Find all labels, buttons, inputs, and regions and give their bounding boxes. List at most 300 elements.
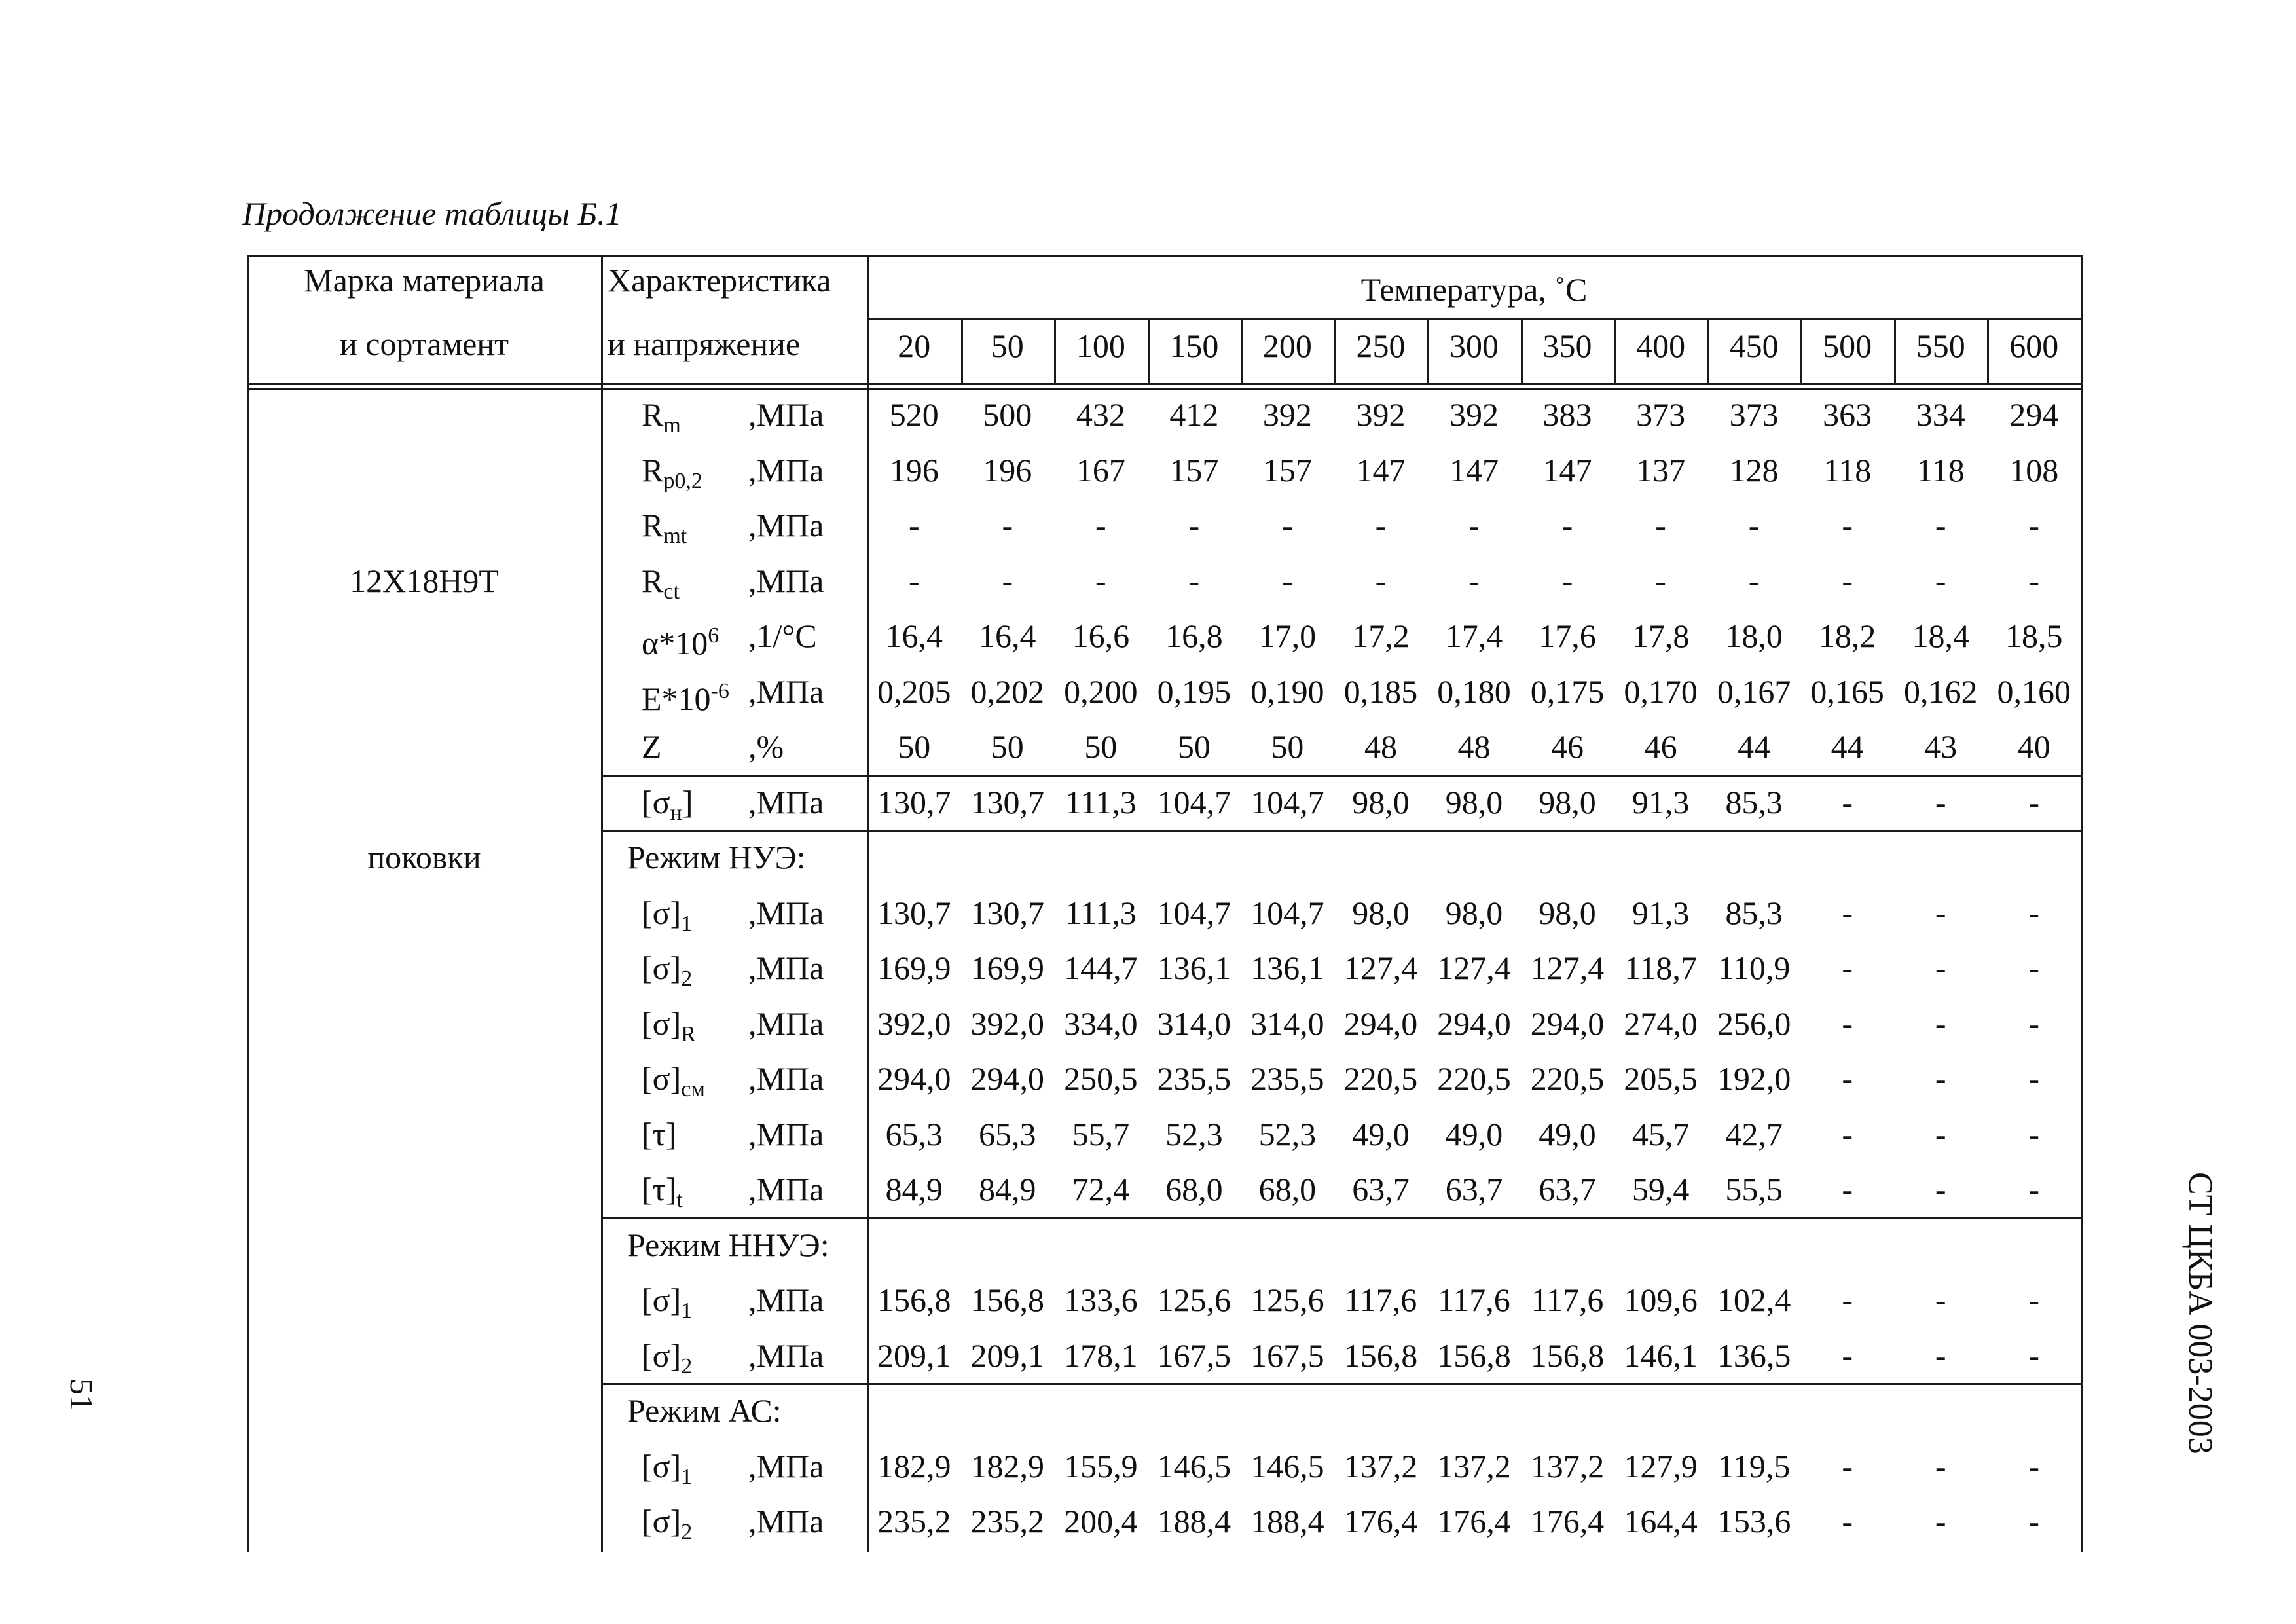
table-cell: 50 [898, 728, 931, 765]
table-cell: 392 [1356, 396, 1406, 433]
table-cell: 63,7 [1445, 1171, 1503, 1208]
symbol-text: R [642, 451, 664, 489]
unit-label: ,МПа [748, 950, 824, 986]
table-cell: 176,4 [1530, 1503, 1605, 1540]
table-cell: 44 [1831, 728, 1864, 765]
temperature-value: 600 [2009, 327, 2059, 364]
table-cell: 156,8 [877, 1282, 951, 1318]
table-cell: 98,0 [1352, 783, 1410, 821]
table-cell: 137,2 [1343, 1447, 1418, 1485]
table-cell: 146,5 [1157, 1447, 1231, 1485]
table-cell: 176,4 [1343, 1503, 1418, 1540]
table-cell: 59,4 [1631, 1171, 1690, 1208]
table-cell: - [1002, 562, 1013, 599]
symbol-subscript: R [681, 1022, 696, 1046]
table-cell: 157 [1262, 451, 1312, 489]
table-cell: 0,162 [1903, 673, 1978, 710]
table-cell: 363 [1823, 396, 1872, 433]
table-cell: 104,7 [1250, 894, 1324, 931]
symbol-text: [σ] [642, 1060, 682, 1097]
header-temp-divider [867, 318, 2083, 320]
unit-label: ,МПа [748, 507, 824, 544]
table-cell: 18,4 [1912, 618, 1969, 654]
table-cell: 111,3 [1065, 894, 1137, 931]
characteristic-symbol [642, 948, 740, 991]
table-cell: 16,4 [979, 618, 1036, 654]
table-cell: - [2028, 1282, 2040, 1318]
table-cell: 147 [1449, 451, 1499, 489]
table-cell: 127,4 [1343, 950, 1418, 986]
header-bottom-border [247, 383, 2083, 385]
table-cell: - [1655, 562, 1666, 599]
table-cell: 144,7 [1064, 950, 1138, 986]
symbol-subscript: см [681, 1077, 705, 1101]
table-cell: 155,9 [1064, 1447, 1138, 1485]
table-cell: 91,3 [1631, 783, 1690, 821]
characteristic-symbol [642, 1059, 740, 1101]
characteristic-symbol [642, 1447, 740, 1489]
table-cell: 130,7 [877, 783, 951, 821]
table-cell: 17,2 [1352, 618, 1410, 654]
table-cell: 118,7 [1624, 950, 1697, 986]
table-cell: - [1282, 507, 1293, 544]
table-cell: 44 [1738, 728, 1771, 765]
symbol-text: [σ [642, 783, 670, 821]
symbol-text: [σ] [642, 1503, 682, 1540]
unit-label: ,МПа [748, 451, 824, 489]
table-cell: 0,167 [1717, 673, 1791, 710]
unit-label: ,МПа [748, 1171, 824, 1208]
table-cell: 334,0 [1064, 1005, 1138, 1042]
mode-title: Режим ННУЭ: [627, 1226, 829, 1263]
table-cell: 55,7 [1072, 1115, 1130, 1153]
table-cell: 136,5 [1717, 1337, 1791, 1374]
table-cell: 117,6 [1438, 1282, 1510, 1318]
table-cell: 50 [1177, 728, 1211, 765]
table-cell: - [1095, 562, 1106, 599]
table-cell: - [1935, 783, 1946, 821]
table-cell: - [1748, 507, 1760, 544]
table-cell: - [1935, 1503, 1946, 1540]
table-cell: - [1842, 1171, 1853, 1208]
table-cell: 40 [2017, 728, 2050, 765]
table-right-border [2081, 255, 2083, 1552]
table-cell: 167,5 [1157, 1337, 1231, 1374]
table-cell: 46 [1644, 728, 1677, 765]
table-cell: - [2028, 1337, 2040, 1374]
table-cell: 0,195 [1157, 673, 1231, 710]
table-cell: - [1842, 507, 1853, 544]
table-cell: 235,5 [1157, 1060, 1231, 1097]
table-cell: 117,6 [1531, 1282, 1604, 1318]
table-cell: - [1655, 507, 1666, 544]
characteristic-symbol [642, 783, 740, 825]
table-cell: 49,0 [1539, 1115, 1596, 1153]
table-cell: - [1842, 894, 1853, 931]
table-cell: 104,7 [1250, 783, 1324, 821]
table-cell: 0,185 [1343, 673, 1418, 710]
table-cell: 182,9 [970, 1447, 1045, 1485]
table-cell: 0,170 [1624, 673, 1698, 710]
temperature-value: 50 [991, 327, 1024, 364]
table-cell: 16,4 [885, 618, 943, 654]
table-cell: - [1842, 1337, 1853, 1374]
characteristic-symbol [642, 506, 740, 548]
unit-label: ,МПа [748, 1282, 824, 1318]
table-cell: - [908, 507, 920, 544]
characteristic-symbol [642, 616, 740, 661]
symbol-text: R [642, 396, 664, 433]
table-cell: 17,0 [1258, 618, 1317, 654]
characteristic-symbol [642, 1502, 740, 1544]
characteristic-symbol [642, 1004, 740, 1046]
table-cell: 104,7 [1157, 894, 1231, 931]
mode-title: Режим НУЭ: [627, 839, 806, 876]
table-cell: - [1842, 1115, 1853, 1153]
header-temperature-title: Температура, ˚С [1360, 271, 1588, 308]
table-cell: 98,0 [1539, 783, 1596, 821]
table-cell: - [1935, 894, 1946, 931]
symbol-superscript: 6 [708, 623, 720, 648]
table-cell: - [2028, 507, 2040, 544]
table-cell: 392 [1262, 396, 1312, 433]
table-cell: - [908, 562, 920, 599]
symbol-text: [σ] [642, 1447, 682, 1485]
header-material-label: и сортамент [340, 325, 509, 362]
table-cell: 294 [2009, 396, 2059, 433]
table-cell: 18,5 [2005, 618, 2063, 654]
table-cell: 314,0 [1250, 1005, 1324, 1042]
table-cell: 50 [1271, 728, 1304, 765]
table-cell: - [1935, 1005, 1946, 1042]
table-cell: - [1935, 1060, 1946, 1097]
table-cell: 49,0 [1352, 1115, 1410, 1153]
table-cell: - [1842, 950, 1853, 986]
table-cell: 118 [1823, 451, 1872, 489]
table-cell: 169,9 [970, 950, 1045, 986]
table-cell: 500 [983, 396, 1032, 433]
symbol-text: [τ] [642, 1115, 677, 1153]
table-cell: 65,3 [979, 1115, 1036, 1153]
characteristic-symbol [642, 727, 740, 766]
table-cell: 68,0 [1258, 1171, 1317, 1208]
table-cell: 146,1 [1624, 1337, 1698, 1374]
symbol-bracket: ] [682, 783, 693, 821]
table-cell: 392 [1449, 396, 1499, 433]
table-left-border [247, 255, 249, 1552]
table-cell: 0,175 [1530, 673, 1605, 710]
table-cell: - [2028, 894, 2040, 931]
characteristic-symbol [642, 893, 740, 936]
table-cell: - [1375, 562, 1387, 599]
characteristic-symbol [642, 1336, 740, 1378]
header-bottom-border-double [247, 388, 2083, 390]
column-divider-material [601, 255, 603, 1552]
table-cell: 127,4 [1530, 950, 1605, 986]
table-cell: 125,6 [1250, 1282, 1324, 1318]
table-cell: 392,0 [970, 1005, 1045, 1042]
temperature-value: 350 [1542, 327, 1592, 364]
table-cell: 156,8 [1343, 1337, 1418, 1374]
table-cell: 432 [1076, 396, 1125, 433]
table-cell: 294,0 [970, 1060, 1045, 1097]
table-cell: - [2028, 783, 2040, 821]
group-divider [601, 830, 2083, 832]
table-cell: 102,4 [1717, 1282, 1791, 1318]
table-cell: 63,7 [1539, 1171, 1596, 1208]
table-cell: 373 [1636, 396, 1686, 433]
table-cell: 72,4 [1072, 1171, 1130, 1208]
table-cell: - [1842, 1282, 1853, 1318]
table-cell: 520 [889, 396, 939, 433]
symbol-text: R [642, 562, 664, 599]
table-cell: 314,0 [1157, 1005, 1231, 1042]
table-cell: - [2028, 1171, 2040, 1208]
table-cell: 63,7 [1352, 1171, 1410, 1208]
table-cell: 98,0 [1445, 783, 1503, 821]
mode-title: Режим АС: [627, 1392, 782, 1429]
table-cell: - [2028, 1447, 2040, 1485]
table-cell: 0,180 [1437, 673, 1511, 710]
table-cell: 156,8 [1437, 1337, 1511, 1374]
strength-table [247, 255, 2081, 1552]
table-cell: 130,7 [877, 894, 951, 931]
table-cell: 200,4 [1064, 1503, 1138, 1540]
table-cell: 235,2 [970, 1503, 1045, 1540]
table-cell: 192,0 [1717, 1060, 1791, 1097]
temperature-value: 150 [1169, 327, 1219, 364]
table-cell: 133,6 [1064, 1282, 1138, 1318]
table-cell: 294,0 [1343, 1005, 1418, 1042]
table-cell: 383 [1542, 396, 1592, 433]
table-cell: 104,7 [1157, 783, 1231, 821]
table-cell: 52,3 [1258, 1115, 1317, 1153]
table-cell: 119,5 [1717, 1447, 1791, 1485]
table-cell: 84,9 [885, 1171, 943, 1208]
table-cell: - [1842, 783, 1853, 821]
temperature-value: 400 [1636, 327, 1686, 364]
table-cell: 125,6 [1157, 1282, 1231, 1318]
table-cell: 156,8 [970, 1282, 1045, 1318]
material-form: поковки [367, 839, 481, 876]
table-cell: 157 [1169, 451, 1219, 489]
table-cell: 52,3 [1165, 1115, 1223, 1153]
group-divider [601, 775, 2083, 777]
unit-label: ,МПа [748, 1115, 824, 1153]
table-cell: - [2028, 1005, 2040, 1042]
table-cell: 127,9 [1624, 1447, 1698, 1485]
table-cell: - [1002, 507, 1013, 544]
header-material-label: Марка материала [304, 262, 545, 299]
table-cell: - [1748, 562, 1760, 599]
table-cell: 110,9 [1717, 950, 1791, 986]
table-cell: 146,5 [1250, 1447, 1324, 1485]
characteristic-symbol [642, 451, 740, 493]
symbol-text: [σ] [642, 1337, 682, 1374]
table-cell: 209,1 [970, 1337, 1045, 1374]
temperature-value: 550 [1916, 327, 1965, 364]
table-cell: 42,7 [1725, 1115, 1783, 1153]
unit-label: ,МПа [748, 673, 824, 710]
table-cell: - [2028, 1115, 2040, 1153]
symbol-subscript: 1 [681, 1464, 693, 1489]
table-cell: - [1935, 1447, 1946, 1485]
table-cell: - [1935, 507, 1946, 544]
symbol-text: [σ] [642, 894, 682, 931]
group-divider [601, 1217, 2083, 1219]
table-cell: 137,2 [1437, 1447, 1511, 1485]
table-cell: 167,5 [1250, 1337, 1324, 1374]
table-cell: - [2028, 562, 2040, 599]
table-cell: 17,6 [1539, 618, 1596, 654]
table-cell: 176,4 [1437, 1503, 1511, 1540]
table-cell: 167 [1076, 451, 1125, 489]
symbol-subscript: m [663, 413, 681, 437]
table-cell: 334 [1916, 396, 1965, 433]
table-cell: 0,190 [1250, 673, 1324, 710]
table-cell: - [2028, 950, 2040, 986]
temperature-value: 250 [1356, 327, 1406, 364]
table-cell: 49,0 [1445, 1115, 1503, 1153]
table-cell: 16,8 [1165, 618, 1223, 654]
table-cell: 164,4 [1624, 1503, 1698, 1540]
table-cell: - [1842, 562, 1853, 599]
unit-label: ,МПа [748, 1503, 824, 1540]
temperature-value: 500 [1823, 327, 1872, 364]
table-cell: 137,2 [1530, 1447, 1605, 1485]
symbol-text: [σ] [642, 1282, 682, 1318]
temperature-value: 200 [1262, 327, 1312, 364]
unit-label: ,1/°С [748, 618, 817, 654]
table-cell: - [1842, 1503, 1853, 1540]
symbol-subscript: p0,2 [663, 468, 702, 493]
table-cell: - [1468, 562, 1480, 599]
table-cell: - [2028, 1060, 2040, 1097]
table-cell: 274,0 [1624, 1005, 1698, 1042]
symbol-superscript: -6 [710, 678, 729, 703]
table-cell: - [1561, 507, 1573, 544]
characteristic-symbol [642, 1170, 740, 1212]
table-cell: 18,2 [1818, 618, 1876, 654]
table-cell: 188,4 [1250, 1503, 1324, 1540]
table-cell: 130,7 [970, 783, 1045, 821]
table-cell: 250,5 [1064, 1060, 1138, 1097]
symbol-text: [σ] [642, 950, 682, 986]
symbol-text: E*10 [642, 680, 711, 717]
table-caption: Продолжение таблицы Б.1 [242, 195, 622, 232]
unit-label: ,МПа [748, 1005, 824, 1042]
temperature-value: 450 [1729, 327, 1779, 364]
symbol-text: [σ] [642, 1005, 682, 1042]
table-cell: 137 [1636, 451, 1686, 489]
table-cell: 136,1 [1250, 950, 1324, 986]
table-cell: 256,0 [1717, 1005, 1791, 1042]
table-cell: 48 [1364, 728, 1397, 765]
table-cell: - [1935, 950, 1946, 986]
header-characteristic-label: и напряжение [608, 325, 801, 362]
symbol-subscript: t [676, 1188, 683, 1212]
table-cell: 392,0 [877, 1005, 951, 1042]
table-cell: 209,1 [877, 1337, 951, 1374]
table-cell: 205,5 [1624, 1060, 1698, 1097]
table-cell: 182,9 [877, 1447, 951, 1485]
table-cell: 18,0 [1725, 618, 1783, 654]
unit-label: ,МПа [748, 1060, 824, 1097]
table-cell: - [1935, 562, 1946, 599]
table-cell: 235,5 [1250, 1060, 1324, 1097]
table-cell: 118 [1916, 451, 1965, 489]
table-cell: 98,0 [1539, 894, 1596, 931]
table-cell: 188,4 [1157, 1503, 1231, 1540]
table-cell: - [1842, 1447, 1853, 1485]
table-cell: - [1282, 562, 1293, 599]
unit-label: ,МПа [748, 1337, 824, 1374]
table-cell: 17,4 [1445, 618, 1503, 654]
table-cell: - [2028, 1503, 2040, 1540]
table-cell: - [1375, 507, 1387, 544]
characteristic-symbol [642, 561, 740, 604]
table-cell: 109,6 [1624, 1282, 1698, 1318]
symbol-text: [τ] [642, 1171, 677, 1208]
symbol-text: α*10 [642, 625, 708, 661]
table-cell: 220,5 [1530, 1060, 1605, 1097]
table-cell: - [1188, 507, 1200, 544]
table-cell: 0,205 [877, 673, 951, 710]
table-cell: - [1935, 1171, 1946, 1208]
unit-label: ,МПа [748, 396, 824, 433]
symbol-subscript: н [670, 800, 682, 825]
table-cell: 98,0 [1445, 894, 1503, 931]
table-cell: - [1842, 1060, 1853, 1097]
table-cell: 220,5 [1343, 1060, 1418, 1097]
symbol-subscript: 2 [681, 967, 693, 991]
table-cell: 108 [2009, 451, 2059, 489]
table-cell: 117,6 [1344, 1282, 1417, 1318]
page-number: 51 [64, 1378, 100, 1411]
table-cell: 65,3 [885, 1115, 943, 1153]
table-cell: - [1935, 1282, 1946, 1318]
table-cell: 196 [889, 451, 939, 489]
material-grade: 12Х18Н9Т [350, 562, 499, 599]
temperature-value: 300 [1449, 327, 1499, 364]
symbol-text: R [642, 507, 664, 544]
table-cell: 91,3 [1631, 894, 1690, 931]
table-cell: 85,3 [1725, 783, 1783, 821]
table-cell: 136,1 [1157, 950, 1231, 986]
table-cell: 68,0 [1165, 1171, 1223, 1208]
temperature-value: 20 [898, 327, 931, 364]
table-cell: 50 [1084, 728, 1118, 765]
table-cell: 147 [1356, 451, 1406, 489]
characteristic-symbol [642, 1115, 740, 1154]
table-cell: 85,3 [1725, 894, 1783, 931]
temperature-value: 100 [1076, 327, 1125, 364]
characteristic-symbol [642, 395, 740, 437]
table-cell: 17,8 [1631, 618, 1690, 654]
unit-label: ,МПа [748, 1447, 824, 1485]
unit-label: ,МПа [748, 783, 824, 821]
table-cell: 50 [991, 728, 1024, 765]
table-cell: 127,4 [1437, 950, 1511, 986]
table-cell: 412 [1169, 396, 1219, 433]
table-cell: - [1468, 507, 1480, 544]
table-cell: 294,0 [877, 1060, 951, 1097]
table-cell: 235,2 [877, 1503, 951, 1540]
unit-label: ,МПа [748, 562, 824, 599]
table-cell: - [1935, 1337, 1946, 1374]
table-cell: - [1935, 1115, 1946, 1153]
table-cell: 153,6 [1717, 1503, 1791, 1540]
